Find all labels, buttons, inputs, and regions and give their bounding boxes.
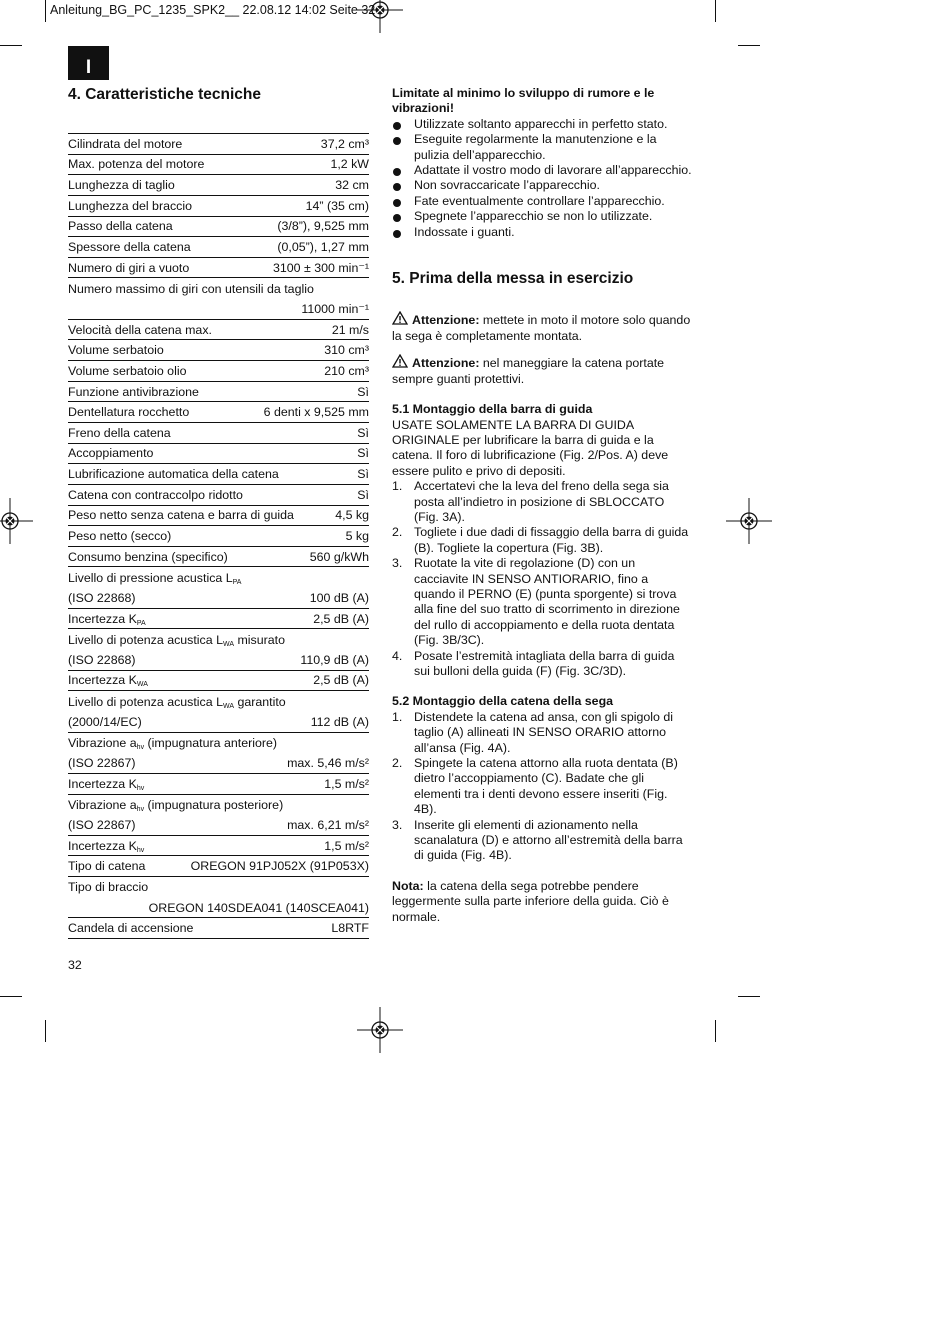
spec-label (68, 385, 199, 399)
spec-label-text: Spessore della catena (68, 240, 191, 255)
spec-label (68, 756, 136, 770)
spec-row (68, 898, 369, 919)
bullet-item: Non sovraccaricate l’apparecchio. (392, 178, 692, 193)
spec-label-text: Livello di pressione acustica L (68, 570, 233, 585)
registration-mark-icon (0, 498, 33, 544)
spec-label (68, 529, 171, 543)
crop-mark (715, 1020, 716, 1042)
spec-row (68, 918, 369, 939)
registration-mark-icon (726, 498, 772, 544)
page-number: 32 (68, 958, 82, 972)
step-item (392, 525, 692, 556)
step-item (392, 818, 692, 864)
spec-value: 210 cm³ (324, 363, 369, 378)
warning-1-label: Attenzione: (412, 313, 480, 328)
spec-row (68, 691, 369, 712)
spec-label-text: Peso netto senza catena e barra di guida (68, 508, 294, 523)
spec-value: OREGON 140SDEA041 (140SCEA041) (148, 900, 369, 915)
spec-label-text: (2000/14/EC) (68, 714, 142, 729)
step-number: 4. (392, 648, 403, 663)
step-text: Spingete la catena attorno alla ruota dentata (B) dietro l’accoppiamento (C). Badate che gli elementi tra i denti devono essere inseriti (Fig. 4B). (414, 756, 678, 817)
spec-label-text: (ISO 22867) (68, 756, 136, 771)
spec-row (68, 237, 369, 258)
noise-heading: Limitate al minimo lo sviluppo di rumore e le vibrazioni! (392, 86, 655, 116)
spec-row (68, 836, 369, 857)
spec-value: 560 g/kWh (309, 549, 369, 564)
spec-label (68, 880, 148, 894)
spec-label (68, 633, 285, 647)
bullet-item: Eseguite regolarmente la manutenzione e la pulizia dell’apparecchio. (392, 132, 692, 163)
left-column (68, 86, 369, 939)
spec-label (68, 488, 243, 502)
spec-label-text: Incertezza K (68, 838, 137, 853)
spec-row (68, 278, 369, 299)
spec-value: 310 cm³ (324, 343, 369, 358)
spec-label (68, 240, 191, 254)
spec-label-text: Tipo di catena (68, 859, 146, 874)
spec-value: 14” (35 cm) (305, 198, 369, 213)
spec-value: 2,5 dB (A) (313, 673, 369, 688)
spec-label-text: Funzione antivibrazione (68, 384, 199, 399)
spec-row (68, 196, 369, 217)
spec-row (68, 155, 369, 176)
spec-label (68, 446, 153, 460)
spec-row (68, 877, 369, 898)
spec-label-text: Lunghezza del braccio (68, 198, 192, 213)
spec-row (68, 733, 369, 754)
note-label: Nota: (392, 878, 424, 893)
spec-label (68, 777, 144, 791)
crop-mark (0, 45, 22, 46)
spec-label-text: Passo della catena (68, 219, 173, 234)
bullet-item: Utilizzate soltanto apparecchi in perfetto stato. (392, 117, 692, 132)
spec-label-text: Incertezza K (68, 611, 137, 626)
spec-row (68, 650, 369, 671)
spec-value: 1,2 kW (330, 157, 369, 172)
spec-label-subscript: WA (222, 702, 235, 710)
spec-row (68, 340, 369, 361)
step-item (392, 710, 692, 756)
spec-label (68, 219, 173, 233)
warning-triangle-icon (392, 354, 408, 368)
bullet-item: Fate eventualmente controllare l’apparecchio. (392, 194, 692, 209)
spec-label-text: Lunghezza di taglio (68, 178, 175, 193)
spec-label-suffix: (impugnatura anteriore) (144, 735, 277, 750)
spec-label-text: Vibrazione a (68, 735, 137, 750)
spec-label-subscript: PA (136, 619, 146, 627)
warning-1 (392, 311, 692, 344)
crop-mark (0, 996, 22, 997)
note (392, 879, 692, 925)
spec-label-text: Peso netto (secco) (68, 528, 172, 543)
spec-row (68, 567, 369, 588)
saw-chain-steps (392, 710, 692, 864)
spec-label-text: Lubrificazione automatica della catena (68, 467, 279, 482)
spec-value: (0,05”), 1,27 mm (277, 240, 369, 255)
spec-row (68, 547, 369, 568)
spec-label (68, 157, 204, 171)
step-item (392, 756, 692, 818)
spec-label-text: Dentellatura rocchetto (68, 405, 190, 420)
step-number: 2. (392, 756, 403, 771)
spec-label (68, 653, 136, 667)
spec-label (68, 426, 171, 440)
spec-label-text: Volume serbatoio olio (68, 363, 187, 378)
spec-value: Sì (357, 446, 369, 461)
spec-label (68, 550, 228, 564)
spec-row (68, 134, 369, 155)
spec-row (68, 423, 369, 444)
spec-label-text: Candela di accensione (68, 921, 194, 936)
spec-row (68, 464, 369, 485)
step-number: 1. (392, 709, 403, 724)
spec-row (68, 588, 369, 609)
guide-bar-steps (392, 479, 692, 679)
spec-label (68, 695, 286, 709)
spec-label (68, 736, 277, 750)
subsection-title-guide-bar: 5.1 Montaggio della barra di guida (392, 402, 593, 417)
spec-row (68, 485, 369, 506)
subsection-title-saw-chain: 5.2 Montaggio della catena della sega (392, 694, 614, 709)
spec-row (68, 671, 369, 692)
spec-label-suffix: garantito (234, 694, 286, 709)
section-title-technical-specs: 4. Caratteristiche tecniche (68, 86, 261, 103)
spec-row (68, 795, 369, 816)
bullet-item: Spegnete l’apparecchio se non lo utilizzate. (392, 209, 692, 224)
step-number: 2. (392, 525, 403, 540)
spec-label-text: (ISO 22868) (68, 652, 136, 667)
file-header-line: Anleitung_BG_PC_1235_SPK2__ 22.08.12 14:02 Seite 32 (50, 3, 376, 17)
spec-value: 32 cm (335, 178, 369, 193)
spec-label-subscript: PA (232, 578, 242, 586)
step-text: Accertatevi che la leva del freno della sega sia posta all’indietro in posizione di SBLOCCATO (Fig. 3A). (414, 479, 669, 524)
step-number: 3. (392, 817, 403, 832)
crop-mark (45, 1020, 46, 1042)
spec-value: 112 dB (A) (310, 714, 369, 729)
spec-value: max. 5,46 m/s² (287, 756, 369, 771)
spec-label-text: (ISO 22867) (68, 817, 136, 832)
language-tab: I (68, 46, 109, 80)
spec-value: 21 m/s (331, 322, 369, 337)
crop-mark (738, 996, 760, 997)
spec-label (68, 798, 283, 812)
spec-label (68, 261, 189, 275)
spec-row (68, 506, 369, 527)
step-number: 1. (392, 479, 403, 494)
spec-row (68, 609, 369, 630)
spec-row (68, 444, 369, 465)
bullet-item: Adattate il vostro modo di lavorare all’apparecchio. (392, 163, 692, 178)
spec-value: 1,5 m/s² (324, 838, 369, 853)
spec-value: 1,5 m/s² (324, 776, 369, 791)
spec-label-subscript: hv (136, 846, 145, 854)
spec-row (68, 629, 369, 650)
spec-label (68, 343, 164, 357)
spec-label (68, 673, 148, 687)
spec-value: 3100 ± 300 min⁻¹ (273, 261, 369, 276)
spec-label-text: Tipo di braccio (68, 880, 149, 895)
spec-row (68, 712, 369, 733)
spec-label-text: Numero massimo di giri con utensili da taglio (68, 281, 314, 296)
spec-row (68, 856, 369, 877)
spec-row (68, 361, 369, 382)
warning-2 (392, 354, 692, 387)
registration-mark-icon (357, 0, 403, 33)
spec-value: 100 dB (A) (309, 590, 369, 605)
spec-label-suffix: misurato (234, 632, 285, 647)
spec-table (68, 133, 369, 939)
spec-label (68, 178, 175, 192)
spec-label (68, 405, 189, 419)
spec-label-text: Livello di potenza acustica L (68, 632, 223, 647)
spec-row (68, 815, 369, 836)
spec-label-text: Catena con contraccolpo ridotto (68, 487, 243, 502)
spec-row (68, 382, 369, 403)
section-title-before-use: 5. Prima della messa in esercizio (392, 270, 634, 288)
spec-value: Sì (357, 384, 369, 399)
warning-triangle-icon (392, 311, 408, 325)
spec-value: max. 6,21 m/s² (287, 817, 369, 832)
crop-mark (738, 45, 760, 46)
spec-label (68, 199, 192, 213)
warning-1-text: mettete in moto il motore solo quando la sega è completamente montata. (392, 313, 691, 343)
note-text: la catena della sega potrebbe pendere leggermente sulla parte inferiore della guida. Ciò è normale. (392, 878, 669, 924)
spec-value: L8RTF (331, 921, 369, 936)
spec-label (68, 364, 186, 378)
spec-label (68, 612, 146, 626)
spec-label-subscript: hv (136, 743, 145, 751)
spec-value: 2,5 dB (A) (313, 611, 369, 626)
guide-bar-intro: USATE SOLAMENTE LA BARRA DI GUIDA ORIGINALE per lubrificare la barra di guida e la catena. Il foro di lubrificazione (Fig. 2/Pos. A) deve essere pulito e privo di depositi. (392, 417, 669, 478)
spec-value: Sì (357, 487, 369, 502)
spec-label-subscript: WA (136, 681, 148, 689)
spec-label-text: Incertezza K (68, 776, 137, 791)
spec-label-text: Livello di potenza acustica L (68, 694, 223, 709)
spec-value: 11000 min⁻¹ (301, 302, 369, 317)
spec-label (68, 508, 294, 522)
spec-value: 4,5 kg (335, 508, 369, 523)
step-item (392, 479, 692, 525)
step-number: 3. (392, 556, 403, 571)
step-text: Ruotate la vite di regolazione (D) con un cacciavite IN SENSO ANTIORARIO, fino a quando il PERNO (E) (punta sporgente) si trova alla fine del suo tratto di scorrimento in direzione del rullo di accoppiamento e della ruota dentata (Fig. 3B/3C). (414, 556, 680, 648)
spec-value: Sì (357, 425, 369, 440)
spec-label-text: (ISO 22868) (68, 590, 136, 605)
spec-label-text: Freno della catena (68, 425, 171, 440)
spec-row (68, 258, 369, 279)
spec-label-subscript: hv (136, 805, 145, 813)
spec-row (68, 402, 369, 423)
step-text: Inserite gli elementi di azionamento nella scanalatura (D) e attorno all’estremità della barra di guida (Fig. 4B). (414, 817, 683, 863)
spec-label-text: Volume serbatoio (68, 343, 164, 358)
spec-value: (3/8”), 9,525 mm (277, 219, 369, 234)
noise-bullet-list (392, 117, 692, 240)
spec-row (68, 217, 369, 238)
spec-value: OREGON 91PJ052X (91P053X) (190, 859, 369, 874)
crop-mark (715, 0, 716, 22)
spec-value: 5 kg (345, 528, 369, 543)
spec-label (68, 715, 142, 729)
spec-label (68, 818, 136, 832)
spec-label (68, 859, 145, 873)
spec-value: 6 denti x 9,525 mm (263, 405, 369, 420)
spec-label (68, 137, 182, 151)
spec-label-text: Velocità della catena max. (68, 322, 212, 337)
spec-label (68, 591, 136, 605)
spec-row (68, 753, 369, 774)
warning-2-text: nel maneggiare la catena portate sempre guanti protettivi. (392, 356, 665, 386)
step-item (392, 556, 692, 648)
step-text: Posate l’estremità intagliata della barra di guida sui bulloni della guida (F) (Fig. 3C/3D). (414, 648, 675, 678)
spec-label (68, 571, 241, 585)
spec-row (68, 175, 369, 196)
step-text: Distendete la catena ad ansa, con gli spigolo di taglio (A) allineati IN SENSO ORARIO attorno all’ansa (Fig. 4A). (414, 709, 673, 755)
spec-label-suffix: (impugnatura posteriore) (144, 797, 284, 812)
spec-row (68, 526, 369, 547)
spec-label-text: Consumo benzina (specifico) (68, 549, 228, 564)
spec-row (68, 774, 369, 795)
step-text: Togliete i due dadi di fissaggio della barra di guida (B). Togliete la copertura (Fig. 3B). (414, 525, 689, 555)
step-item (392, 649, 692, 680)
right-column (392, 86, 692, 925)
spec-label (68, 921, 193, 935)
spec-row (68, 320, 369, 341)
spec-label-text: Cilindrata del motore (68, 136, 183, 151)
spec-value: 110,9 dB (A) (300, 652, 369, 667)
spec-label (68, 323, 212, 337)
spec-label (68, 282, 314, 296)
spec-label-subscript: WA (222, 640, 235, 648)
spec-label-subscript: hv (136, 784, 145, 792)
spec-label-text: Incertezza K (68, 673, 137, 688)
spec-value: Sì (357, 467, 369, 482)
bullet-item: Indossate i guanti. (392, 225, 692, 240)
spec-label (68, 467, 279, 481)
crop-mark (45, 0, 46, 22)
spec-label-text: Accoppiamento (68, 446, 154, 461)
warning-2-label: Attenzione: (412, 356, 480, 371)
spec-row (68, 299, 369, 320)
spec-label-text: Numero di giri a vuoto (68, 260, 190, 275)
registration-mark-icon (357, 1007, 403, 1053)
spec-label-text: Max. potenza del motore (68, 157, 205, 172)
spec-label-text: Vibrazione a (68, 797, 137, 812)
spec-label (68, 839, 144, 853)
spec-value: 37,2 cm³ (320, 136, 369, 151)
